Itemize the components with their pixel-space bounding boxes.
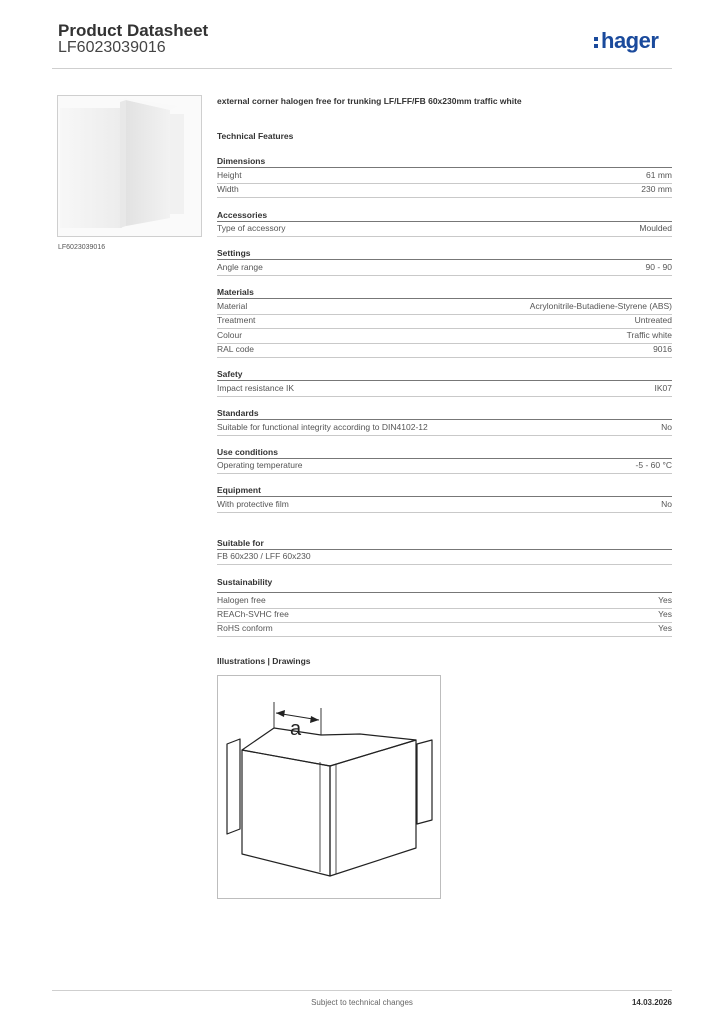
section-title: Dimensions	[217, 156, 266, 166]
spec-label: Operating temperature	[217, 460, 303, 470]
section-divider	[217, 259, 672, 260]
spec-value: IK07	[654, 383, 672, 393]
footer-note: Subject to technical changes	[311, 998, 413, 1007]
spec-row	[217, 183, 672, 198]
dimension-label-a: a	[290, 718, 302, 740]
spec-label: Treatment	[217, 315, 256, 325]
spec-value: Yes	[658, 595, 672, 605]
spec-value: 9016	[653, 344, 672, 354]
hager-logo	[592, 27, 674, 57]
spec-value: Moulded	[639, 223, 672, 233]
spec-value: Untreated	[634, 315, 672, 325]
spec-label: Height	[217, 170, 242, 180]
spec-label: RoHS conform	[217, 623, 273, 633]
technical-drawing	[217, 675, 441, 899]
section-divider	[217, 380, 672, 381]
spec-value: No	[661, 499, 672, 509]
spec-row	[217, 459, 672, 474]
spec-row	[217, 594, 672, 609]
section-divider	[217, 167, 672, 168]
spec-label: Width	[217, 184, 239, 194]
section-title: Equipment	[217, 485, 261, 495]
spec-value: 230 mm	[641, 184, 672, 194]
spec-value: -5 - 60 °C	[635, 460, 672, 470]
footer-divider	[52, 990, 672, 991]
section-title: Standards	[217, 408, 259, 418]
spec-row	[217, 169, 672, 184]
spec-row	[217, 608, 672, 623]
spec-label: Type of accessory	[217, 223, 286, 233]
section-divider	[217, 419, 672, 420]
spec-label: Halogen free	[217, 595, 266, 605]
section-title: Sustainability	[217, 577, 273, 587]
photo-caption: LF6023039016	[58, 244, 106, 251]
spec-row	[217, 261, 672, 276]
spec-row	[217, 622, 672, 637]
spec-label: RAL code	[217, 344, 255, 354]
spec-row	[217, 343, 672, 358]
section-title: Use conditions	[217, 447, 278, 457]
illustrations-heading: Illustrations | Drawings	[217, 656, 311, 666]
technical-features-heading: Technical Features	[217, 131, 294, 141]
spec-label: FB 60x230 / LFF 60x230	[217, 551, 311, 561]
spec-label: Impact resistance IK	[217, 383, 295, 393]
spec-row	[217, 329, 672, 344]
spec-row	[217, 382, 672, 397]
spec-label: Material	[217, 301, 248, 311]
spec-label: Suitable for functional integrity according to DIN4102-12	[217, 422, 428, 432]
spec-value: 90 - 90	[645, 262, 672, 272]
spec-row	[217, 498, 672, 513]
logo-text: hager	[601, 28, 659, 53]
spec-row	[217, 300, 672, 315]
section-title: Suitable for	[217, 538, 264, 548]
section-divider	[217, 298, 672, 299]
spec-value: No	[661, 422, 672, 432]
section-title: Accessories	[217, 210, 268, 220]
section-divider	[217, 592, 672, 593]
section-title: Materials	[217, 287, 254, 297]
spec-label: Colour	[217, 330, 243, 340]
product-code: LF6023039016	[58, 39, 166, 56]
header-divider	[52, 68, 672, 69]
spec-value: Yes	[658, 623, 672, 633]
spec-label: With protective film	[217, 499, 289, 509]
spec-value: Traffic white	[626, 330, 672, 340]
section-title: Safety	[217, 369, 243, 379]
spec-row	[217, 550, 672, 565]
spec-label: Angle range	[217, 262, 263, 272]
section-divider	[217, 496, 672, 497]
spec-value: Acrylonitrile-Butadiene-Styrene (ABS)	[529, 301, 672, 311]
page-title: Product Datasheet	[58, 21, 209, 40]
spec-label: REACh-SVHC free	[217, 609, 289, 619]
footer-date: 14.03.2026	[631, 998, 672, 1007]
spec-row	[217, 314, 672, 329]
spec-value: 61 mm	[646, 170, 672, 180]
product-image	[57, 95, 202, 237]
section-title: Settings	[217, 248, 251, 258]
spec-row	[217, 222, 672, 237]
spec-row	[217, 421, 672, 436]
product-description: external corner halogen free for trunking LF/LFF/FB 60x230mm traffic white	[217, 96, 522, 106]
spec-value: Yes	[658, 609, 672, 619]
